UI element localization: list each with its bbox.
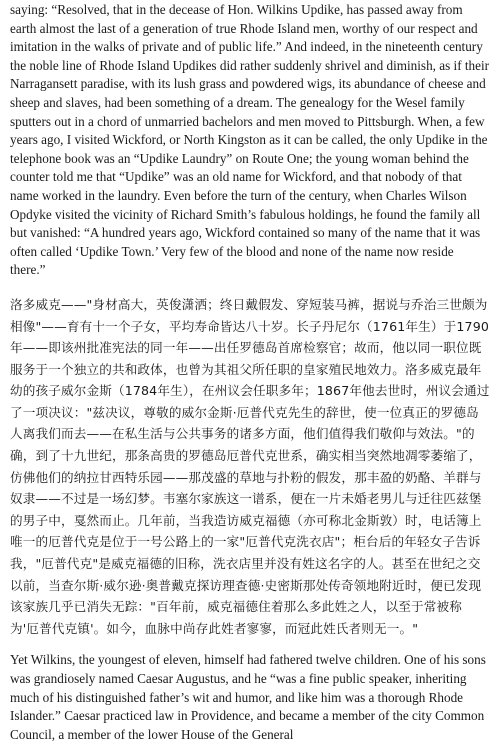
- english-paragraph-opening: saying: “Resolved, that in the decease of Hon. Wilkins Updike, has passed away from earth almost the last of a generation of true Rhode Island men, worthy of our respect and imitation in the walks of private and of public life.” And indeed, in the nineteenth century the noble line of Rhode Island Updikes did rather suddenly shrivel and diminish, as if their Narragansett paradise, with its lush grass and powdered wigs, its abundance of cheese and sheep and slaves, had been something of a dream. The genealogy for the Wesel family sputters out in a chord of unmarried bachelors and men moved to Pittsburgh. When, a few years ago, I visited Wickford, or North Kingston as it can be called, the only Updike in the telephone book was an “Updike Laundry” on Route One; the young woman behind the counter told me that “Updike” was an old name for Wickford, and that nobody of that name worked in the laundry. Even before the turn of the century, when Charles Wilson Opdyke visited the vicinity of Richard Smith’s fabulous holdings, he found the family all but vanished: “A hundred years ago, Wickford contained so many of the name that it was often called ‘Updike Town.’ Very few of the blood and none of the name now reside there.”: [10, 2, 490, 278]
- chinese-translation-paragraph: 洛多威克——"身材高大，英俊潇洒；终日戴假发、穿短装马裤，据说与乔治三世颇为相像"——育有十一个子女，平均寿命皆达八十岁。长子丹尼尔（1761年生）于1790年——即该州批准宪法的同一年——出任罗德岛首席检察官；故而，他以同一职位既服务于一个独立的共和政体，也曾为其祖父所任职的皇家殖民地效力。洛多威克最年幼的孩子威尔金斯（1784年生），在州议会任职多年；1867年他去世时，州议会通过了一项决议："兹决议，尊敬的威尔金斯·厄普代克先生的辞世，使一位真正的罗德岛人离我们而去——在私生活与公共事务的诸多方面，他们值得我们敬仰与效法。"的确，到了十九世纪，那条高贵的罗德岛厄普代克世系，确实相当突然地凋零萎缩了，仿佛他们的纳拉甘西特乐园——那茂盛的草地与扑粉的假发，那丰盈的奶酪、羊群与奴隶——不过是一场幻梦。韦塞尔家族这一谱系，便在一片未婚老男儿与迁往匹兹堡的男子中，戛然而止。几年前，当我造访威克福德（亦可称北金斯敦）时，电话簿上唯一的厄普代克是位于一号公路上的一家"厄普代克洗衣店"；柜台后的年轻女子告诉我，"厄普代克"是威克福德的旧称，洗衣店里并没有姓这名字的人。甚至在世纪之交以前，当查尔斯·威尔逊·奥普戴克探访理查德·史密斯那处传奇领地附近时，便已发现该家族几乎已消失无踪："百年前，威克福德住着那么多此姓之人，以至于常被称为'厄普代克镇'。如今，血脉中尚存此姓者寥寥，而冠此姓氏者则无一。": [10, 296, 490, 636]
- english-paragraph-continuation: Yet Wilkins, the youngest of eleven, himself had fathered twelve children. One of his sons was grandiosely named Caesar Augustus, and he “was a fine public speaker, inheriting much of his distinguished father’s wit and humor, and like him was a thorough Rhode Islander.” Caesar practiced law in Providence, and became a member of the city Common Council, a member of the lower House of the General: [10, 652, 486, 742]
